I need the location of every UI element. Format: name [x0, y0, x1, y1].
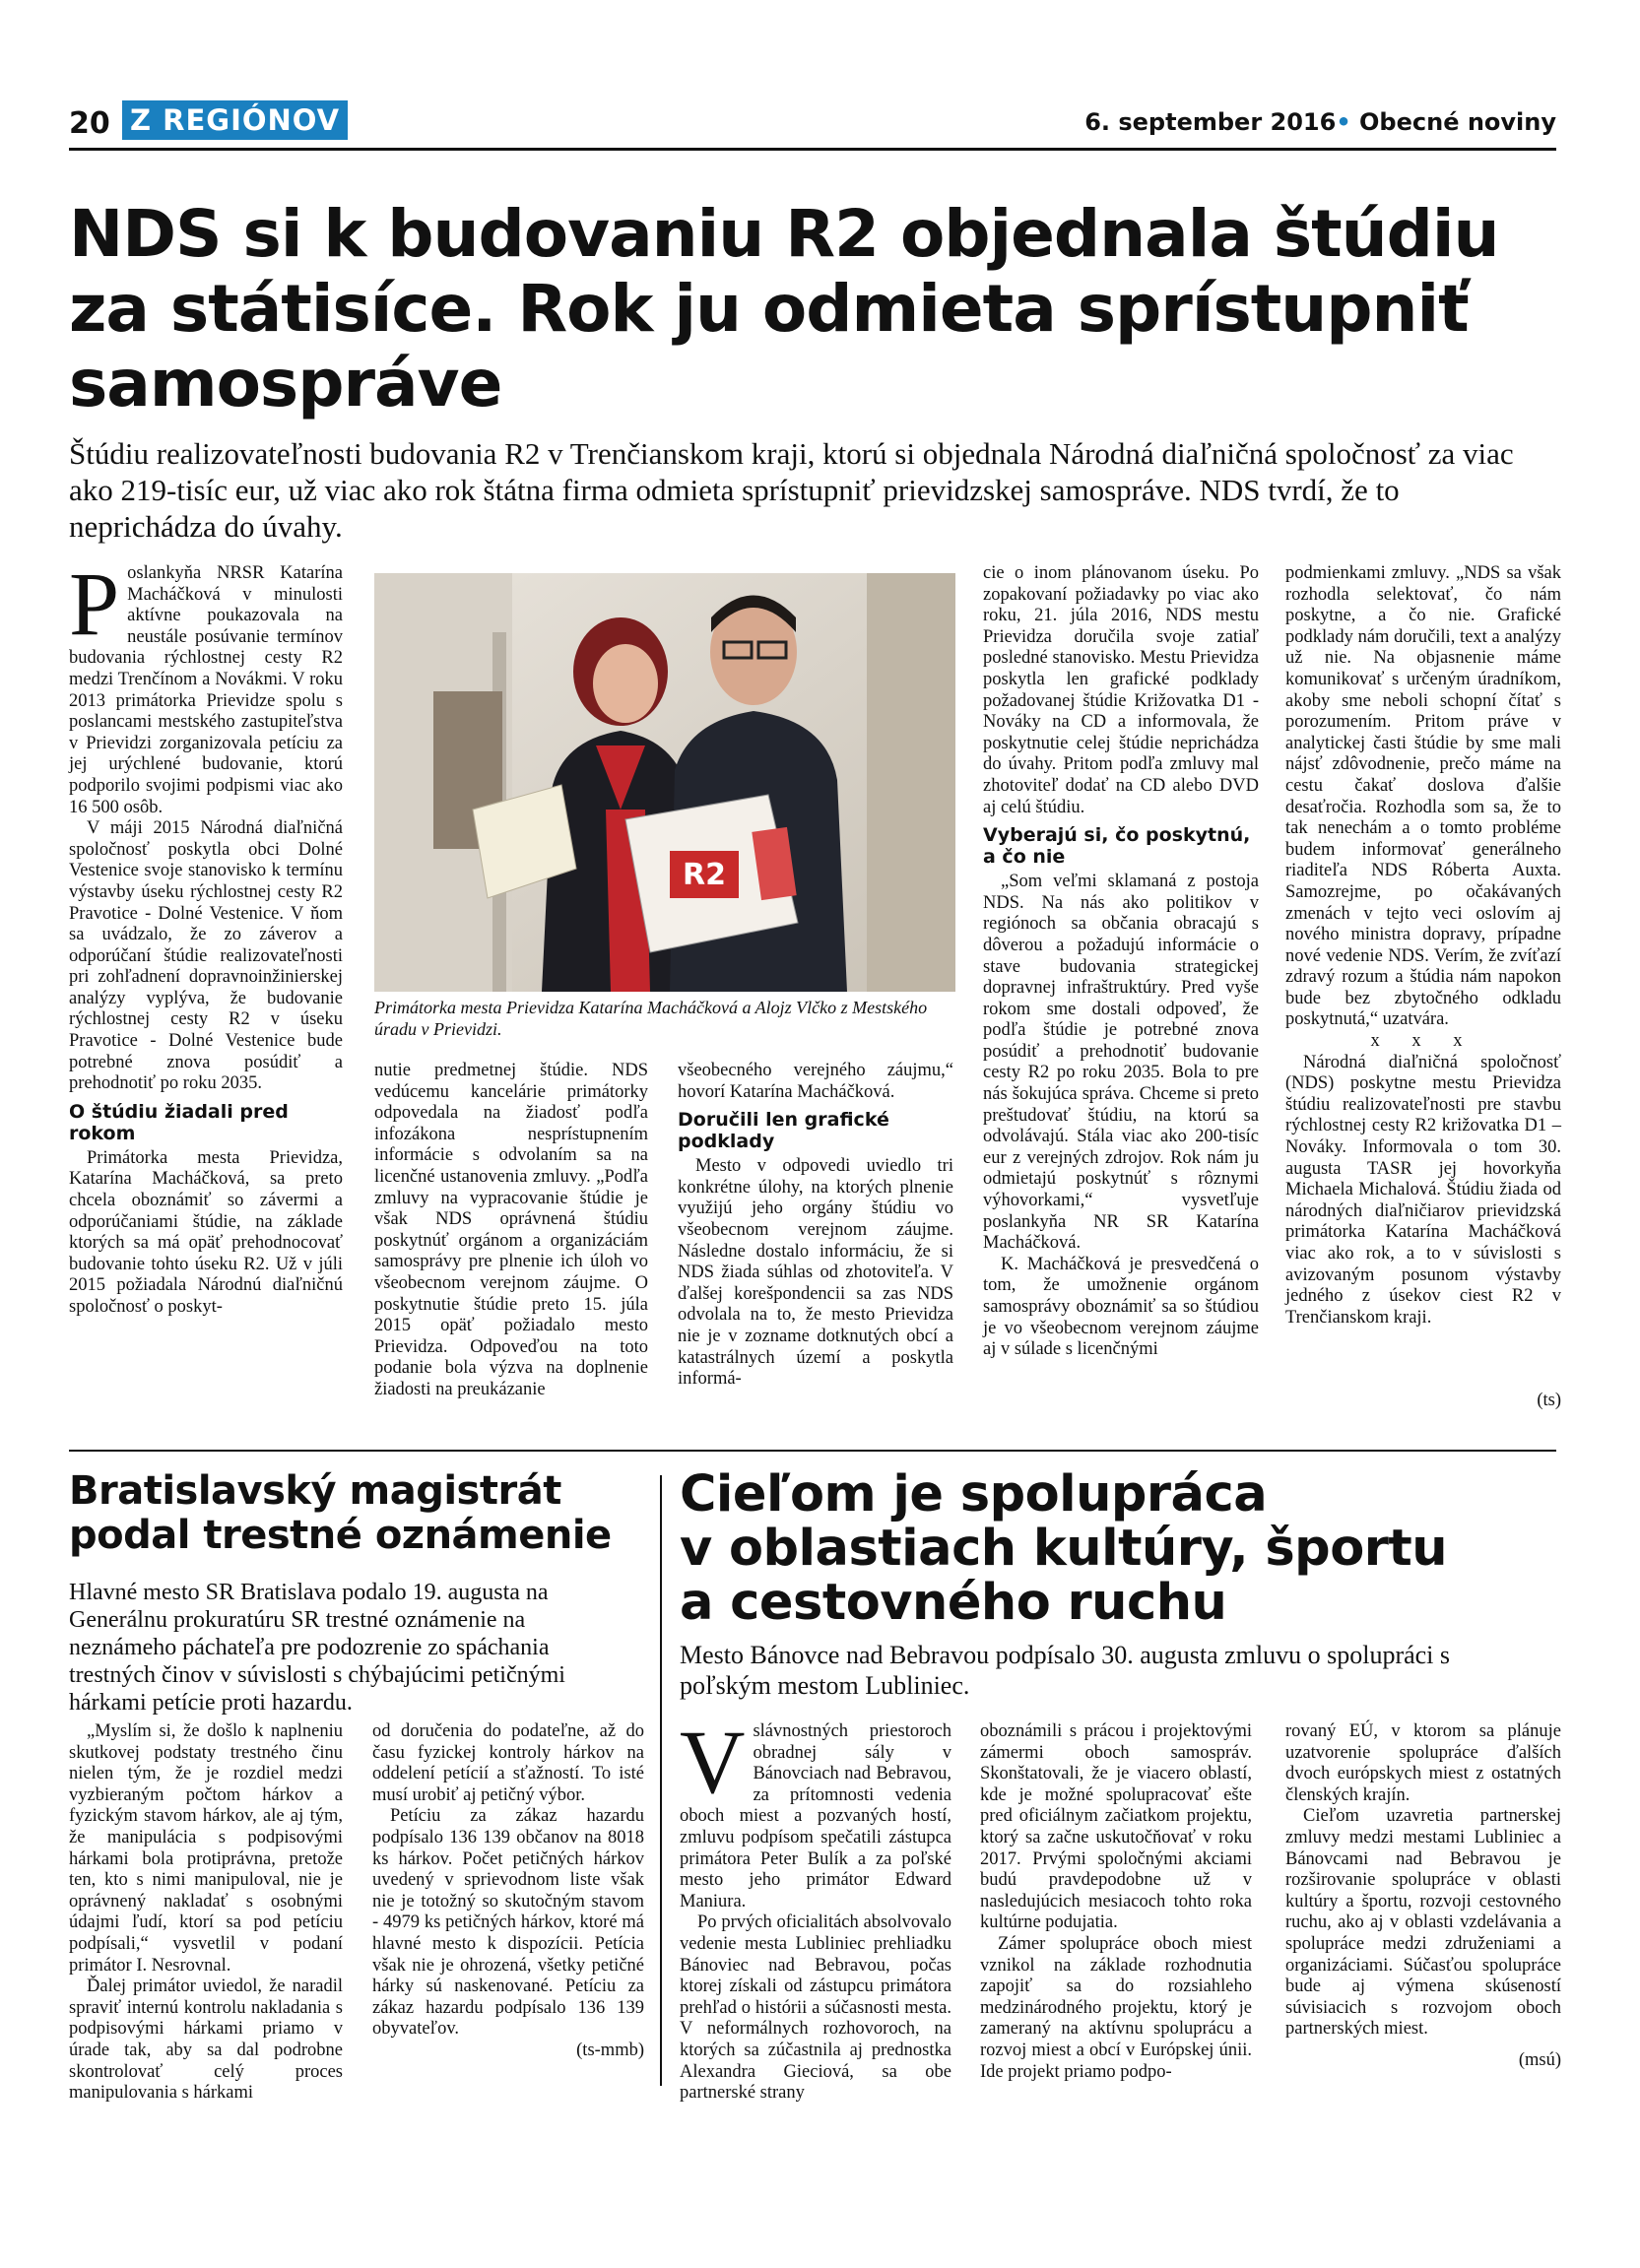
box-label: R2	[683, 858, 726, 892]
drop-cap: P	[69, 553, 120, 654]
photo-caption: Primátorka mesta Prievidza Katarína Macháčková a Alojz Vlčko z Mestského úradu v Prievidzi.	[374, 998, 928, 1039]
article1-column-5	[1285, 563, 1561, 1328]
paragraph: Po prvých oficialitách absolvovalo vedenie mesta Lubliniec prehliadku Bánoviec nad Bebravou, počas ktorej získali od zástupcu primátora prehľad o histórii a súčasnosti mesta. V neformálnych rozhovoroch, na ktorých sa zúčastnila aj prednostka Alexandra Gieciová, sa obe partnerské strany	[680, 1912, 951, 2104]
paragraph: od doručenia do podateľne, až do času fyzickej kontroly hárkov na oddelení petícií a sťažností. To isté musí urobiť aj petičný výbor.	[372, 1721, 644, 1805]
article3-column-3	[1285, 1721, 1561, 2041]
paragraph: „Som veľmi sklamaná z postoja NDS. Na nás ako politikov v regiónoch sa občania obracajú s dôverou a požadujú informácie o stave budovania strategickej dopravnej infraštruktúry. Pred vyše rokom sme dostali odpoveď, že podľa štúdie je potrebné znova posúdiť a prehodnotiť budovanie cesty R2 po roku 2035. Bola to pre nás šokujúca správa. Chceme si preto preštudovať štúdiu, na ktorú sa odvolávajú. Stála viac ako 200-tisíc eur z verejných zdrojov. Rok nám ju odmietajú poskytnúť s rôznymi výhovorkami,“ vysvetľuje poslankyňa NR SR Katarína Macháčková.	[983, 872, 1259, 1254]
bullet-separator: •	[1336, 108, 1351, 136]
paragraph: oboznámili s prácou i projektovými zámermi oboch samospráv. Skonštatovali, že je viacero oblastí, kde je možné spolupracovať ešte pred oficiálnym začiatkom projektu, ktorý sa začne uskutočňovať v roku 2017. Prvými spoločnými akciami budú pravdepodobne už v nasledujúcich mesiacoch tohto roka kultúrne podujatia.	[980, 1721, 1252, 1933]
subheading: Vyberajú si, čo poskytnú, a čo nie	[983, 824, 1251, 869]
article3-column-2	[980, 1721, 1252, 2083]
drop-cap: V	[680, 1712, 746, 1812]
photo-illustration	[374, 573, 955, 992]
article1-column-1	[69, 553, 343, 1319]
issue-date: 6. september 2016	[1084, 108, 1337, 136]
headline-line: samospráve	[69, 346, 502, 421]
article1-column-2	[374, 1061, 648, 1401]
issue-info	[1084, 108, 1556, 136]
paragraph: nutie predmetnej štúdie. NDS vedúcemu kancelárie primátorky odpovedala na žiadosť podľa infozákona nesprístupnením informácie s odvolaním sa na licenčné ustanovenia zmluvy. „Podľa zmluvy na vypracovanie štúdie je však NDS oprávnená štúdiu poskytnúť orgánom a organizáciám samosprávy pre plnenie ich úloh vo všeobecnom verejnom záujme. O poskytnutie štúdie preto 15. júla 2015 opäť požiadalo mesto Prievidza. Odpoveďou na toto podanie bola výzva na doplnenie žiadosti na preukázanie	[374, 1061, 648, 1399]
newspaper-name: Obecné noviny	[1359, 108, 1556, 136]
paragraph: Mesto v odpovedi uviedlo tri konkrétne úlohy, na ktorých plnenie využijú jeho orgány štúdiu vo všeobecnom verejnom záujme. Následne dostalo informáciu, že si NDS žiada súhlas od zhotoviteľa. V ďalšej korešpondencii sa zas NDS odvolala na to, že mesto Prievidza nie je v zozname dotknutých obcí a katastrálnych území a poskytla informá-	[678, 1156, 953, 1390]
article1-photo	[374, 573, 955, 992]
subheading: Doručili len grafické podklady	[678, 1109, 889, 1153]
paragraph: podmienkami zmluvy. „NDS sa však rozhodla selektovať, čo nám poskytne, a čo nie. Grafické podklady nám doručili, text a analýzy už nie. Na objasnenie máme komunikovať s určeným úradníkom, akoby sme neboli schopní čítať s porozumením. Pritom práve v analytickej časti štúdie by sme mali nájsť zdôvodnenie, prečo máme na cestu čakať doslova ďalšie desaťročia. Rozhodla som sa, že to tak nenechám a o tomto probléme budem informovať generálneho riaditeľa NDS Róberta Auxta. Samozrejme, po očakávaných zmenách v tejto veci oslovím aj nového ministra dopravy, prípadne nové vedenie NDS. Verím, že zvíťazí zdravý rozum a štúdia nám napokon bude bez zbytočného odkladu poskytnutá,“ uzatvára.	[1285, 563, 1561, 1030]
paragraph: slávnostných priestoroch obradnej sály v Bánovciach nad Bebravou, za prítomnosti vedenia oboch miest a pozvaných hostí, zmluvu podpísom spečatili zástupca primátora Peter Bulík a za poľské mesto jeho primátor Edward Maniura.	[680, 1721, 951, 1912]
article1-column-4	[983, 563, 1259, 1361]
paragraph: Cieľom uzavretia partnerskej zmluvy medzi mestami Lubliniec a Bánovcami nad Bebravou je rozširovanie spolupráce v oblasti kultúry a športu, rozvoji cestovného ruchu, ako aj v oblasti vzdelávania a spolupráce medzi združeniami a organizáciami. Súčasťou spolupráce bude aj výmena skúseností súvisiacich s rozvojom oboch partnerských miest.	[1285, 1806, 1561, 2040]
article1-headline	[69, 197, 1566, 421]
section-divider	[69, 1450, 1556, 1452]
headline-line: Bratislavský magistrát	[69, 1468, 561, 1514]
article1-lead: Štúdiu realizovateľnosti budovania R2 v Trenčianskom kraji, ktorú si objednala Národná diaľničná spoločnosť za viac ako 219-tisíc eur, už viac ako rok štátna firma odmieta sprístupniť prievidzskej samospráve. NDS tvrdí, že to neprichádza do úvahy.	[69, 436, 1514, 544]
paragraph: cie o inom plánovanom úseku. Po zopakovaní požiadavky po viac ako roku, 21. júla 2016, NDS mestu Prievidza doručila svoje zatiaľ posledné stanovisko. Mestu Prievidza poskytla len grafické podklady požadovanej štúdie Križovatka D1 - Nováky na CD a informovala, že poskytnutie celej štúdie neprichádza do úvahy. Pritom podľa zmluvy mal zhotoviteľ dodať na CD alebo DVD aj celú štúdiu.	[983, 563, 1259, 817]
headline-line: Cieľom je spolupráca	[680, 1465, 1268, 1523]
headline-line: NDS si k budovaniu R2 objednala štúdiu	[69, 196, 1499, 272]
headline-line: za státisíce. Rok ju odmieta sprístupniť	[69, 271, 1469, 347]
paragraph: všeobecného verejného záujmu,“ hovorí Katarína Macháčková.	[678, 1061, 953, 1102]
article1-column-3	[678, 1061, 953, 1391]
headline-line: podal trestné oznámenie	[69, 1513, 612, 1558]
subheading: O štúdiu žiadali pred rokom	[69, 1100, 289, 1144]
article3-lead: Mesto Bánovce nad Bebravou podpísalo 30. augusta zmluvu o spolupráci s poľským mestom Lubliniec.	[680, 1641, 1451, 1700]
column-divider	[660, 1475, 662, 2086]
article3-signature: (msú)	[1518, 2050, 1561, 2070]
article2-signature: (ts-mmb)	[576, 2040, 644, 2060]
article2-column-2	[372, 1721, 644, 2062]
section-label: Z REGIÓNOV	[122, 100, 348, 140]
paragraph: „Myslím si, že došlo k naplneniu skutkovej podstaty trestného činu nielen tým, že je rozdiel medzi vyzbieraným počtom hárkov a fyzickým stavom hárkov, ale aj tým, že manipulácia s podpisovými hárkami bola protiprávna, pretože ten, kto s nimi manipuloval, nie je oprávnený nakladať s osobnými údajmi ľudí, ktorí sa pod petíciu podpísali,“ vysvetlil v podaní primátor I. Nesrovnal.	[69, 1721, 343, 1976]
paragraph: Petíciu za zákaz hazardu podpísalo 136 139 občanov na 8018 ks hárkov. Počet petičných hárkov uvedený v sprievodnom liste však nie je totožný so skutočným stavom - 4979 ks petičných hárkov, ktoré má hlavné mesto k dispozícii. Petícia však nie je ohrozená, všetky petičné hárky sú naskenované. Petíciu za zákaz hazardu podpísalo 136 139 obyvateľov.	[372, 1806, 644, 2040]
article1-signature: (ts)	[1537, 1391, 1561, 1410]
article2-headline	[69, 1469, 640, 1558]
article2-lead: Hlavné mesto SR Bratislava podalo 19. augusta na Generálnu prokuratúru SR trestné oznámenie na neznámeho páchateľa pre podozrenie zo spáchania trestných činov v súvislosti s chýbajúcimi petičnými hárkami petície proti hazardu.	[69, 1580, 565, 1716]
paragraph: K. Macháčková je presvedčená o tom, že umožnenie orgánom samosprávy oboznámiť sa so štúdiou je vo všeobecnom verejnom záujme aj v súlade s licenčnými	[983, 1254, 1259, 1360]
article3-headline	[680, 1467, 1566, 1630]
paragraph: Národná diaľničná spoločnosť (NDS) poskytne mestu Prievidza štúdiu realizovateľnosti pre stavbu rýchlostnej cesty R2 križovatka D1 – Nováky. Informovala o tom 30. augusta TASR jej hovorkyňa Michaela Michalová. Štúdiu žiada od národných diaľničiarov prievidzská primátorka Katarína Macháčková viac ako rok, a to v súvislosti s avizovaným posunom výstavby jedného z úsekov ciest R2 v Trenčianskom kraji.	[1285, 1052, 1561, 1328]
paragraph: Primátorka mesta Prievidza, Katarína Macháčková, sa preto chcela oboznámiť so závermi a odporúčaniami štúdie, na základe ktorých sa má opäť prehodnocovať budovanie tohto úseku R2. Už v júli 2015 požiadala Národnú diaľničnú spoločnosť o poskyt-	[69, 1147, 343, 1317]
header-rule	[69, 148, 1556, 151]
paragraph: Ďalej primátor uviedol, že naradil spraviť internú kontrolu nakladania s podpisovými hárkami priamo v úrade tak, aby sa dal podrobne skontrolovať celý proces manipulovania s hárkami	[69, 1976, 343, 2104]
paragraph: rovaný EÚ, v ktorom sa plánuje uzatvorenie spolupráce ďalších dvoch európskych miest z ostatných členských krajín.	[1285, 1721, 1561, 1805]
article2-column-1	[69, 1721, 343, 2105]
article3-column-1	[680, 1712, 951, 2105]
paragraph: V máji 2015 Národná diaľničná spoločnosť poskytla obci Dolné Vestenice svoje stanovisko k termínu výstavby úseku rýchlostnej cesty R2 Pravotice - Dolné Vestenice. V ňom sa uvádzalo, že zo záverov a odporúčaní štúdie realizovateľnosti pri zohľadnení dopravnoinžinierskej analýzy vyplýva, že budovanie rýchlostnej cesty R2 v úseku Pravotice - Dolné Vestenice bude potrebné znova posúdiť a prehodnotiť po roku 2035.	[69, 818, 343, 1094]
headline-line: a cestovného ruchu	[680, 1574, 1227, 1632]
paragraph: oslankyňa NRSR Katarína Macháčková v minulosti aktívne poukazovala na neustále posúvanie termínov budovania rýchlostnej cesty R2 medzi Trenčínom a Novákmi. V roku 2013 primátorka Prievidze spolu s poslancami mestského zastupiteľstva v Prievidzi zorganizovala petíciu za jej urýchlené budovanie, ktorú podporilo svojimi podpismi viac ako 16 500 osôb.	[69, 563, 343, 817]
section-separator: x x x	[1370, 1031, 1476, 1052]
headline-line: v oblastiach kultúry, športu	[680, 1520, 1448, 1578]
page-number: 20	[69, 106, 110, 141]
paragraph: Zámer spolupráce oboch miest vznikol na základe rozhodnutia zapojiť sa do rozsiahleho medzinárodného projektu, ktorý je zameraný na aktívnu spoluprácu a rozvoj miest a obcí v Európskej únii. Ide projekt priamo podpo-	[980, 1933, 1252, 2082]
